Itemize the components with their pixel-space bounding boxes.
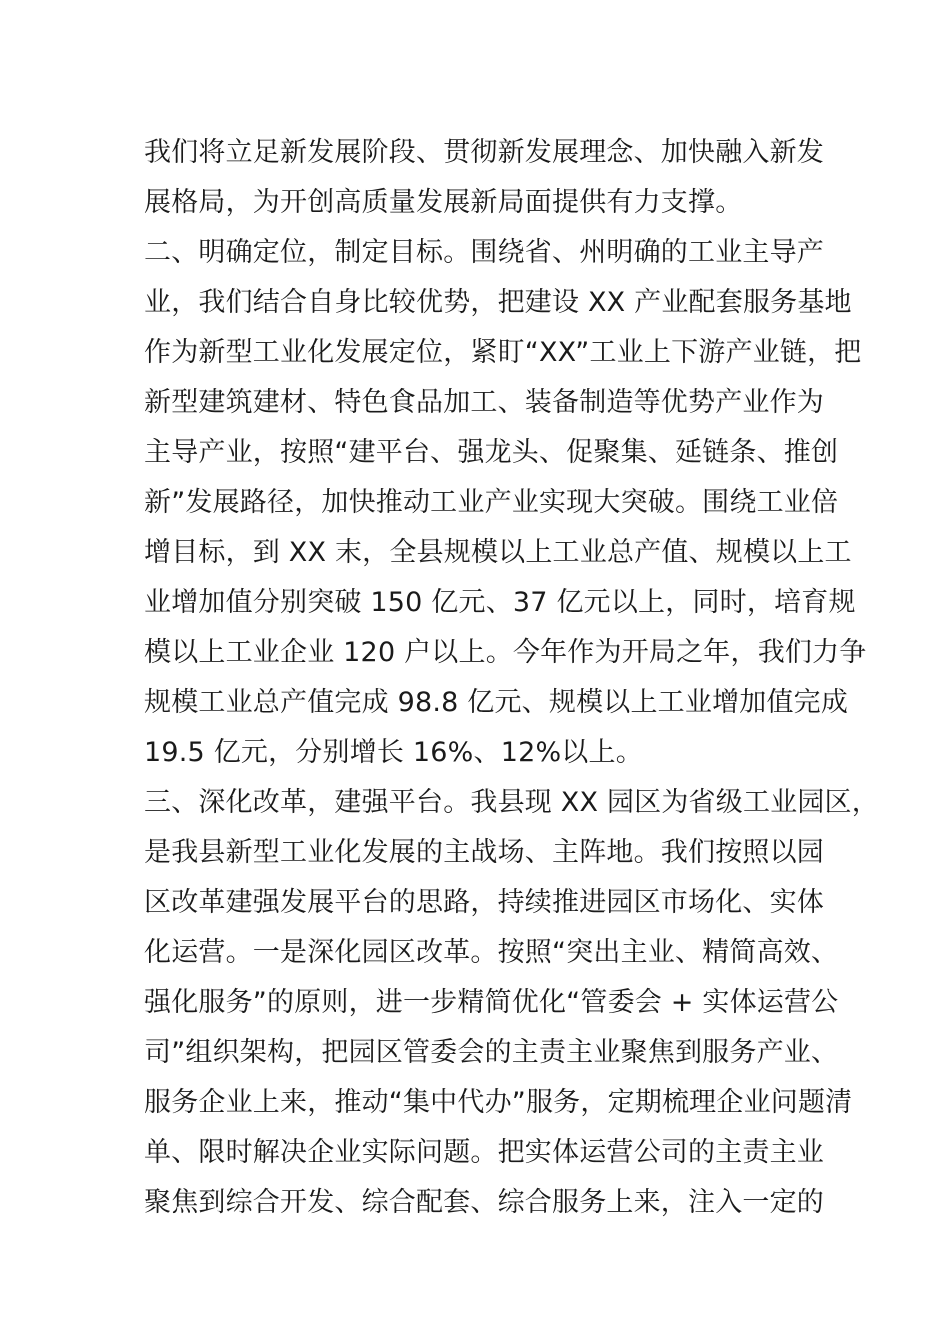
text-line: 区改革建强发展平台的思路，持续推进园区市场化、实体 [144,887,824,918]
section-heading-line: 二、明确定位，制定目标。围绕省、州明确的工业主导产 [144,237,824,268]
text-line: 主导产业，按照“建平台、强龙头、促聚集、延链条、推创 [144,437,839,468]
section-heading-line: 三、深化改革，建强平台。我县现 XX 园区为省级工业园区， [144,787,879,818]
text-line: 模以上工业企业 120 户以上。今年作为开局之年，我们力争 [144,637,867,668]
text-line: 聚焦到综合开发、综合配套、综合服务上来，注入一定的 [144,1187,824,1218]
text-line: 19.5 亿元，分别增长 16%、12%以上。 [144,737,643,768]
text-line: 作为新型工业化发展定位，紧盯“XX”工业上下游产业链，把 [144,337,862,368]
text-line: 展格局，为开创高质量发展新局面提供有力支撑。 [144,187,743,218]
text-line: 增目标，到 XX 末，全县规模以上工业总产值、规模以上工 [144,537,852,568]
text-line: 强化服务”的原则，进一步精简优化“管委会 + 实体运营公 [144,987,839,1018]
text-line: 新”发展路径，加快推动工业产业实现大突破。围绕工业倍 [144,487,839,518]
text-line: 单、限时解决企业实际问题。把实体运营公司的主责主业 [144,1137,824,1168]
body-text [144,128,879,1228]
text-line: 新型建筑建材、特色食品加工、装备制造等优势产业作为 [144,387,824,418]
text-line: 服务企业上来，推动“集中代办”服务，定期梳理企业问题清 [144,1087,853,1118]
text-line: 我们将立足新发展阶段、贯彻新发展理念、加快融入新发 [144,137,824,168]
text-line: 业，我们结合自身比较优势，把建设 XX 产业配套服务基地 [144,287,852,318]
text-line: 化运营。一是深化园区改革。按照“突出主业、精简高效、 [144,937,839,968]
text-line: 业增加值分别突破 150 亿元、37 亿元以上，同时，培育规 [144,587,856,618]
text-line: 司”组织架构，把园区管委会的主责主业聚焦到服务产业、 [144,1037,839,1068]
text-line: 是我县新型工业化发展的主战场、主阵地。我们按照以园 [144,837,824,868]
text-line: 规模工业总产值完成 98.8 亿元、规模以上工业增加值完成 [144,687,849,718]
